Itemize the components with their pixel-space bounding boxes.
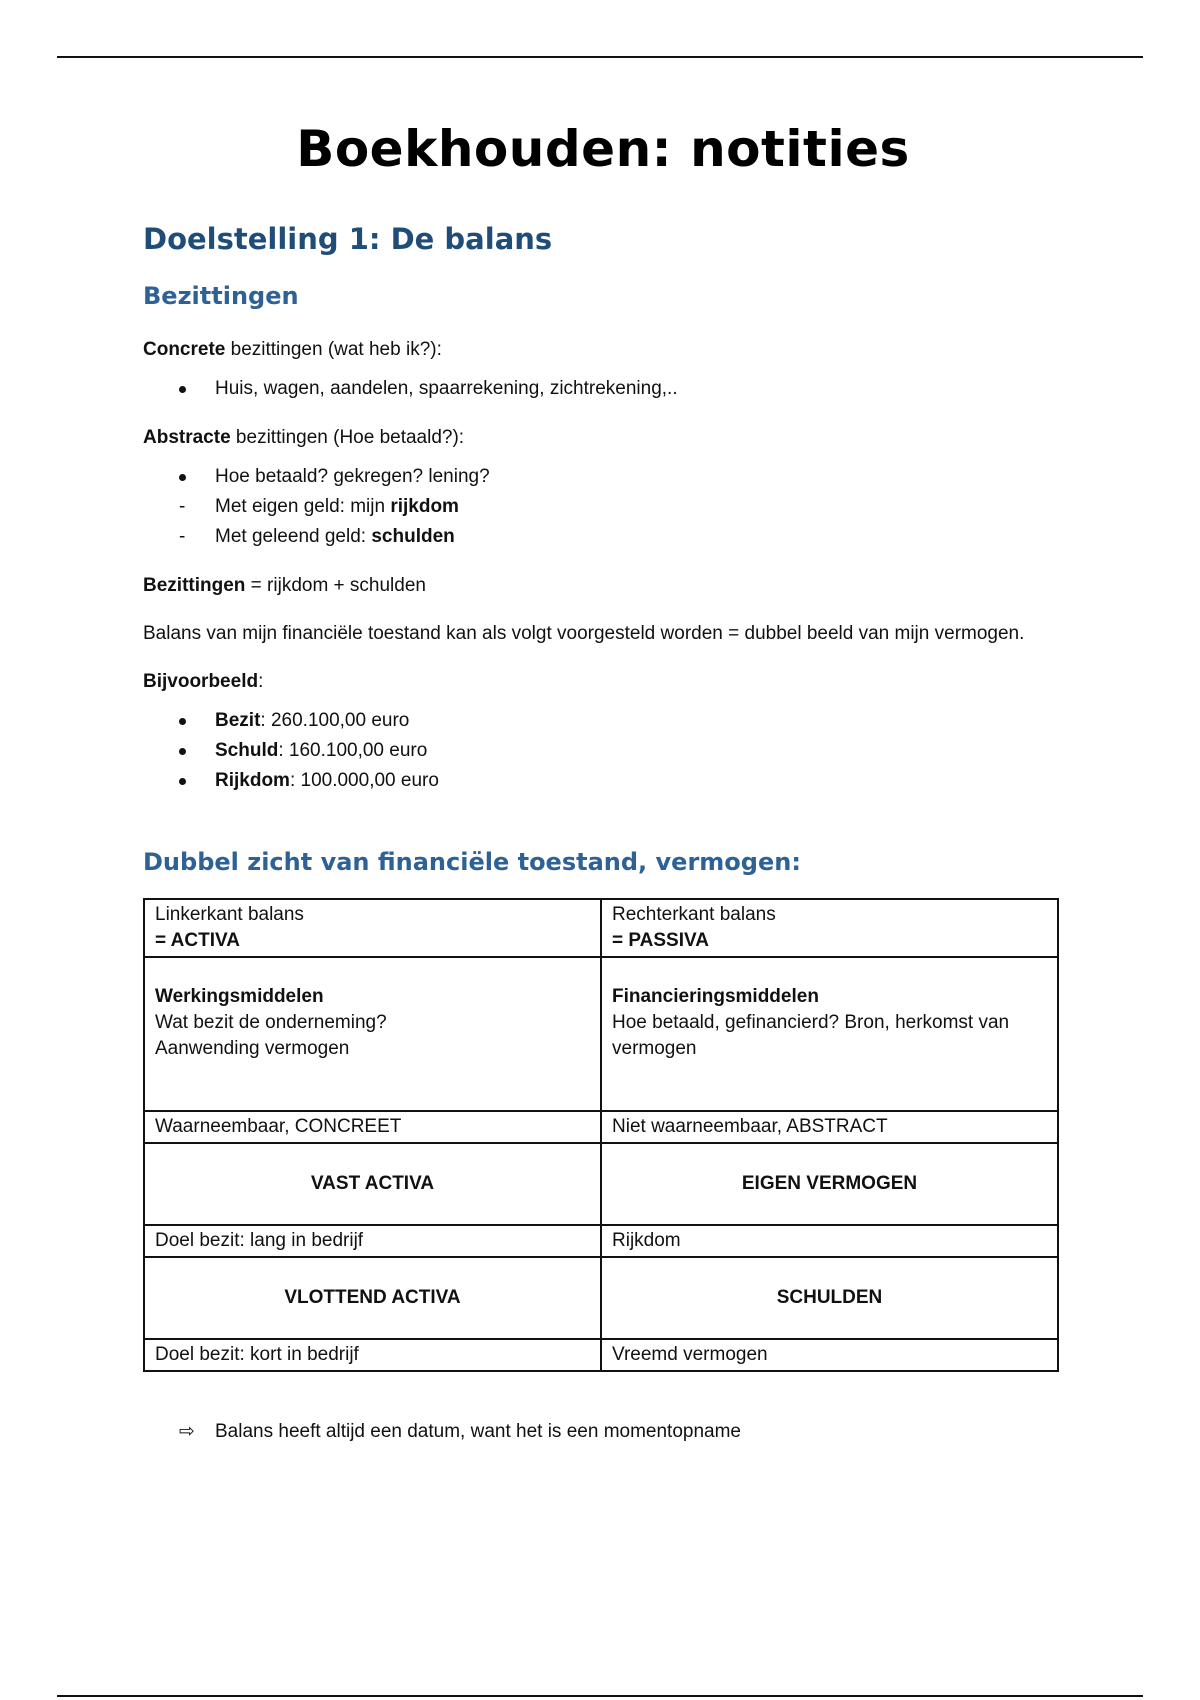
right-header-text: Rechterkant balans: [612, 904, 776, 925]
list-item: Huis, wagen, aandelen, spaarrekening, zichtrekening,..: [179, 374, 1063, 404]
formula-rest: = rijkdom + schulden: [245, 575, 426, 596]
list-item: [179, 736, 1063, 766]
table-cell-financieringsmiddelen: [601, 957, 1058, 1111]
table-cell-werkingsmiddelen: [144, 957, 601, 1111]
right-header-bold: = PASSIVA: [612, 930, 709, 951]
table-row: [144, 1111, 1058, 1143]
table-cell-vast-activa: VAST ACTIVA: [144, 1143, 601, 1225]
table-cell: Niet waarneembaar, ABSTRACT: [601, 1111, 1058, 1143]
arrow-right-icon: ⇨: [179, 1421, 195, 1442]
balans-paragraph: Balans van mijn financiële toestand kan als volgt voorgesteld worden = dubbel beeld van mijn vermogen.: [143, 623, 1025, 644]
formula-paragraph: [143, 572, 1063, 600]
concrete-list: [143, 374, 1063, 404]
table-cell-left-header: [144, 899, 601, 957]
table-cell-eigen-vermogen: EIGEN VERMOGEN: [601, 1143, 1058, 1225]
example-value: : 100.000,00 euro: [289, 770, 439, 791]
table-row: [144, 1143, 1058, 1225]
list-item: [179, 706, 1063, 736]
example-value: : 260.100,00 euro: [260, 710, 410, 731]
table-row: [144, 899, 1058, 957]
table-row: [144, 1339, 1058, 1371]
abstract-item-text: Hoe betaald? gekregen? lening?: [215, 466, 490, 487]
table-cell: Vreemd vermogen: [601, 1339, 1058, 1371]
table-row: [144, 1225, 1058, 1257]
example-colon: :: [258, 671, 264, 692]
example-bold: Bijvoorbeeld: [143, 671, 259, 692]
example-key: Rijkdom: [215, 770, 290, 791]
formula-bold: Bezittingen: [143, 575, 246, 596]
list-item: [179, 766, 1063, 796]
concrete-bold: Concrete: [143, 339, 226, 360]
table-cell: Rijkdom: [601, 1225, 1058, 1257]
table-row: [144, 1257, 1058, 1339]
table-cell-right-header: [601, 899, 1058, 957]
top-rule: [57, 56, 1143, 58]
sublist-item: [179, 492, 1063, 522]
table-cell: Doel bezit: lang in bedrijf: [144, 1225, 601, 1257]
balans-table: [143, 898, 1059, 1372]
subsection-heading-dubbel-zicht: Dubbel zicht van financiële toestand, vermogen:: [143, 848, 801, 876]
table-cell: Waarneembaar, CONCREET: [144, 1111, 601, 1143]
table-cell-schulden: SCHULDEN: [601, 1257, 1058, 1339]
dash-marker: -: [179, 526, 186, 547]
sub-text: Met geleend geld:: [215, 526, 372, 547]
left-title: Werkingsmiddelen: [155, 986, 324, 1007]
document-body: [143, 120, 1063, 1446]
left-line1: Wat bezit de onderneming?: [155, 1012, 387, 1033]
example-key: Bezit: [215, 710, 261, 731]
page-title: Boekhouden: notities: [296, 120, 910, 178]
left-header-text: Linkerkant balans: [155, 904, 304, 925]
sublist-item: [179, 522, 1063, 552]
example-key: Schuld: [215, 740, 279, 761]
example-value: : 160.100,00 euro: [278, 740, 428, 761]
section-heading: Doelstelling 1: De balans: [143, 222, 553, 256]
dash-marker: -: [179, 496, 186, 517]
abstract-list: [143, 462, 1063, 552]
sub-bold: schulden: [371, 526, 455, 547]
bottom-rule: [57, 1695, 1143, 1697]
conclusion-text: Balans heeft altijd een datum, want het is een momentopname: [215, 1421, 741, 1442]
abstract-rest: bezittingen (Hoe betaald?):: [230, 427, 465, 448]
right-title: Financieringsmiddelen: [612, 986, 819, 1007]
subsection-heading-bezittingen: Bezittingen: [143, 282, 299, 310]
right-text: Hoe betaald, gefinancierd? Bron, herkomst van vermogen: [612, 1012, 1010, 1059]
list-item: [179, 462, 1063, 552]
sub-text: Met eigen geld: mijn: [215, 496, 391, 517]
concrete-paragraph: [143, 336, 1063, 364]
conclusion-line: [143, 1418, 1063, 1446]
concrete-rest: bezittingen (wat heb ik?):: [225, 339, 442, 360]
example-label: [143, 668, 1063, 696]
abstract-paragraph: [143, 424, 1063, 452]
table-cell-vlottend-activa: VLOTTEND ACTIVA: [144, 1257, 601, 1339]
abstract-bold: Abstracte: [143, 427, 231, 448]
table-row: [144, 957, 1058, 1111]
abstract-sublist: [179, 492, 1063, 552]
sub-bold: rijkdom: [390, 496, 459, 517]
left-line2: Aanwending vermogen: [155, 1038, 350, 1059]
example-list: [143, 706, 1063, 796]
table-cell: Doel bezit: kort in bedrijf: [144, 1339, 601, 1371]
left-header-bold: = ACTIVA: [155, 930, 240, 951]
